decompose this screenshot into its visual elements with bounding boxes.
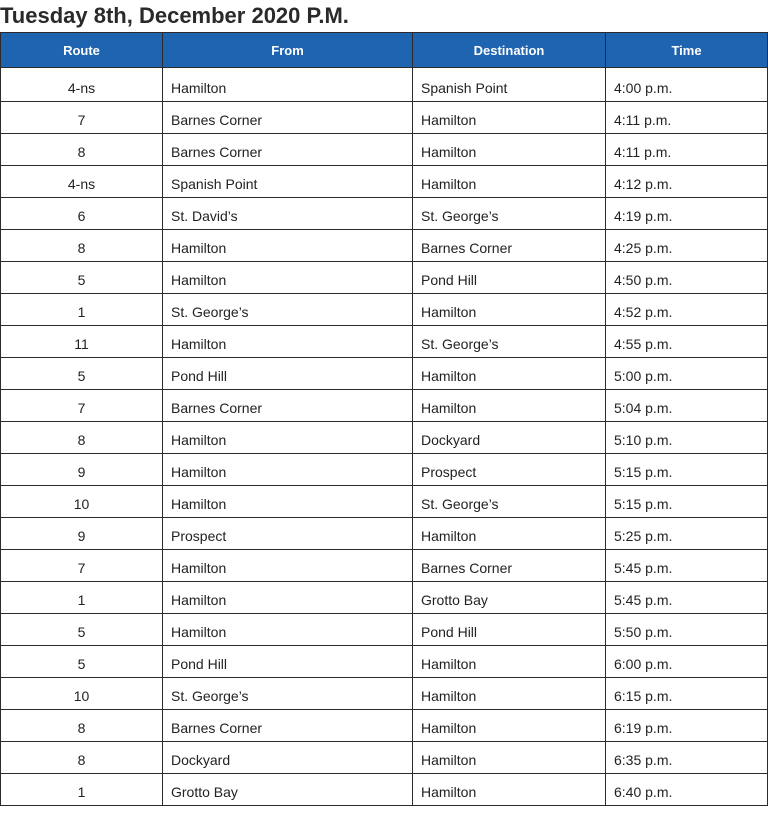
cell-time: 5:25 p.m. (606, 518, 768, 550)
cell-destination: Hamilton (413, 710, 606, 742)
cell-route: 9 (1, 518, 163, 550)
cell-destination: Hamilton (413, 646, 606, 678)
cell-route: 5 (1, 614, 163, 646)
cell-route: 9 (1, 454, 163, 486)
cell-time: 6:15 p.m. (606, 678, 768, 710)
cell-from: Pond Hill (163, 646, 413, 678)
cell-time: 4:12 p.m. (606, 166, 768, 198)
cell-destination: Prospect (413, 454, 606, 486)
bus-schedule-table (0, 32, 768, 806)
cell-from: Hamilton (163, 454, 413, 486)
cell-from: Hamilton (163, 422, 413, 454)
cell-route: 4-ns (1, 68, 163, 102)
cell-route: 1 (1, 774, 163, 806)
cell-route: 11 (1, 326, 163, 358)
cell-from: Hamilton (163, 614, 413, 646)
cell-from: Hamilton (163, 550, 413, 582)
table-row (1, 582, 768, 614)
table-row (1, 166, 768, 198)
cell-time: 4:55 p.m. (606, 326, 768, 358)
cell-route: 8 (1, 742, 163, 774)
table-body (1, 68, 768, 806)
table-row (1, 550, 768, 582)
column-header-from: From (163, 33, 413, 68)
table-row (1, 646, 768, 678)
cell-time: 4:00 p.m. (606, 68, 768, 102)
cell-from: Spanish Point (163, 166, 413, 198)
cell-from: Barnes Corner (163, 102, 413, 134)
cell-from: Prospect (163, 518, 413, 550)
cell-route: 7 (1, 390, 163, 422)
cell-destination: Barnes Corner (413, 230, 606, 262)
cell-destination: Pond Hill (413, 262, 606, 294)
cell-destination: Hamilton (413, 358, 606, 390)
cell-destination: Hamilton (413, 294, 606, 326)
table-row (1, 230, 768, 262)
cell-from: Hamilton (163, 582, 413, 614)
cell-destination: Hamilton (413, 678, 606, 710)
table-row (1, 102, 768, 134)
cell-route: 8 (1, 134, 163, 166)
table-row (1, 710, 768, 742)
table-header-row (1, 33, 768, 68)
table-row (1, 678, 768, 710)
cell-destination: St. George’s (413, 486, 606, 518)
cell-destination: Pond Hill (413, 614, 606, 646)
cell-time: 6:00 p.m. (606, 646, 768, 678)
cell-time: 6:40 p.m. (606, 774, 768, 806)
cell-from: St. George’s (163, 678, 413, 710)
table-row (1, 68, 768, 102)
cell-from: Hamilton (163, 230, 413, 262)
cell-time: 5:00 p.m. (606, 358, 768, 390)
table-row (1, 358, 768, 390)
cell-from: Dockyard (163, 742, 413, 774)
table-row (1, 742, 768, 774)
cell-time: 5:45 p.m. (606, 550, 768, 582)
cell-route: 10 (1, 678, 163, 710)
cell-from: St. George’s (163, 294, 413, 326)
cell-destination: Hamilton (413, 774, 606, 806)
cell-route: 8 (1, 230, 163, 262)
cell-destination: Hamilton (413, 134, 606, 166)
cell-destination: Hamilton (413, 390, 606, 422)
cell-from: Hamilton (163, 262, 413, 294)
table-row (1, 294, 768, 326)
table-row (1, 262, 768, 294)
cell-from: Pond Hill (163, 358, 413, 390)
cell-time: 4:19 p.m. (606, 198, 768, 230)
cell-destination: Hamilton (413, 102, 606, 134)
table-row (1, 486, 768, 518)
cell-route: 7 (1, 550, 163, 582)
cell-destination: St. George’s (413, 326, 606, 358)
table-row (1, 518, 768, 550)
table-row (1, 326, 768, 358)
column-header-destination: Destination (413, 33, 606, 68)
table-row (1, 134, 768, 166)
cell-time: 4:11 p.m. (606, 134, 768, 166)
cell-time: 5:04 p.m. (606, 390, 768, 422)
cell-destination: Hamilton (413, 742, 606, 774)
page-title: Tuesday 8th, December 2020 P.M. (0, 3, 349, 28)
cell-destination: Barnes Corner (413, 550, 606, 582)
cell-from: Hamilton (163, 326, 413, 358)
cell-route: 1 (1, 582, 163, 614)
cell-route: 8 (1, 422, 163, 454)
cell-from: Barnes Corner (163, 134, 413, 166)
cell-destination: Dockyard (413, 422, 606, 454)
cell-route: 1 (1, 294, 163, 326)
cell-time: 6:19 p.m. (606, 710, 768, 742)
cell-from: Barnes Corner (163, 710, 413, 742)
cell-destination: Spanish Point (413, 68, 606, 102)
column-header-route: Route (1, 33, 163, 68)
cell-destination: Hamilton (413, 166, 606, 198)
cell-time: 4:52 p.m. (606, 294, 768, 326)
cell-from: Hamilton (163, 486, 413, 518)
cell-time: 4:25 p.m. (606, 230, 768, 262)
cell-time: 6:35 p.m. (606, 742, 768, 774)
table-row (1, 422, 768, 454)
cell-time: 5:15 p.m. (606, 486, 768, 518)
cell-time: 5:15 p.m. (606, 454, 768, 486)
cell-route: 10 (1, 486, 163, 518)
cell-destination: Grotto Bay (413, 582, 606, 614)
cell-time: 5:45 p.m. (606, 582, 768, 614)
cell-from: St. David’s (163, 198, 413, 230)
table-row (1, 390, 768, 422)
cell-destination: St. George’s (413, 198, 606, 230)
cell-from: Grotto Bay (163, 774, 413, 806)
table-row (1, 198, 768, 230)
cell-route: 4-ns (1, 166, 163, 198)
cell-time: 4:11 p.m. (606, 102, 768, 134)
table-row (1, 614, 768, 646)
cell-destination: Hamilton (413, 518, 606, 550)
cell-time: 5:50 p.m. (606, 614, 768, 646)
column-header-time: Time (606, 33, 768, 68)
cell-route: 5 (1, 358, 163, 390)
cell-time: 4:50 p.m. (606, 262, 768, 294)
cell-route: 5 (1, 262, 163, 294)
cell-route: 5 (1, 646, 163, 678)
table-row (1, 774, 768, 806)
cell-time: 5:10 p.m. (606, 422, 768, 454)
cell-from: Hamilton (163, 68, 413, 102)
cell-from: Barnes Corner (163, 390, 413, 422)
cell-route: 8 (1, 710, 163, 742)
cell-route: 7 (1, 102, 163, 134)
table-row (1, 454, 768, 486)
cell-route: 6 (1, 198, 163, 230)
